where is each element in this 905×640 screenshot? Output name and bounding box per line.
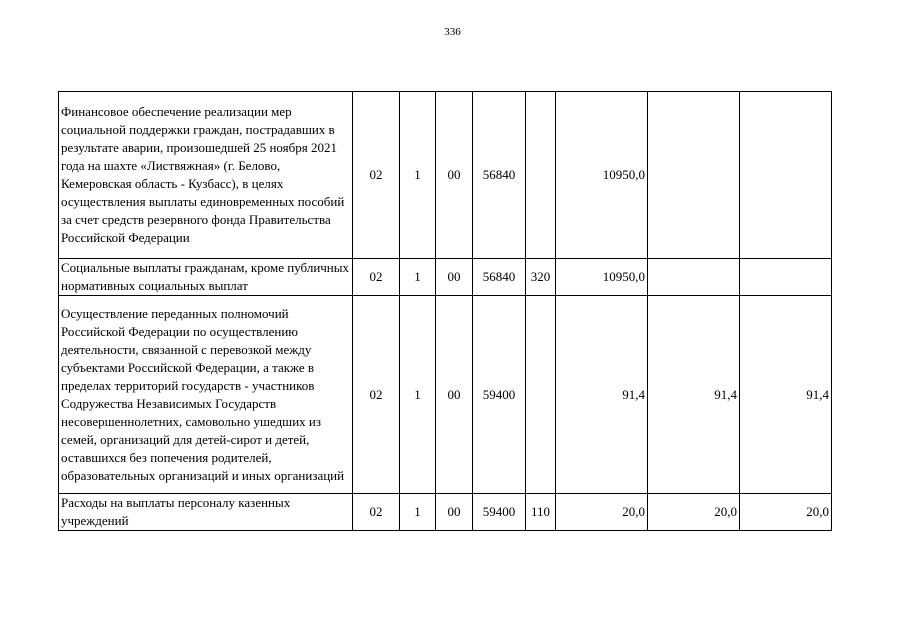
code-cell: 02 [353,494,400,531]
row-name: Осуществление переданных полномочий Российской Федерации по осуществлению деятельности, связанной с перевозкой между субъектами Российской Федерации, а также в пределах территорий государств - участников Содружества Независимых Государств несовершеннолетних, самовольно ушедших из семей, организаций для детей-сирот и детей, оставшихся без попечения родителей, образовательных организаций и иных организаций [59,296,353,494]
page-number: 336 [444,26,461,38]
expense-type-cell: 110 [526,494,556,531]
table-row [59,296,832,494]
table-row [59,259,832,296]
expense-type-cell [526,92,556,259]
code-cell: 1 [400,296,436,494]
code-cell: 1 [400,494,436,531]
amount-cell: 20,0 [648,494,740,531]
amount-cell: 20,0 [740,494,832,531]
code-cell: 00 [436,494,473,531]
amount-cell: 10950,0 [556,92,648,259]
row-name: Социальные выплаты гражданам, кроме публичных нормативных социальных выплат [59,259,353,296]
code-cell: 59400 [473,494,526,531]
code-cell: 02 [353,92,400,259]
expense-type-cell [526,296,556,494]
amount-cell: 10950,0 [556,259,648,296]
code-cell: 00 [436,296,473,494]
code-cell: 56840 [473,92,526,259]
amount-cell: 20,0 [556,494,648,531]
code-cell: 00 [436,92,473,259]
amount-cell [740,92,832,259]
amount-cell: 91,4 [740,296,832,494]
code-cell: 1 [400,259,436,296]
table-row [59,92,832,259]
amount-cell: 91,4 [556,296,648,494]
amount-cell [740,259,832,296]
code-cell: 56840 [473,259,526,296]
code-cell: 00 [436,259,473,296]
code-cell: 1 [400,92,436,259]
table-row [59,494,832,531]
code-cell: 59400 [473,296,526,494]
amount-cell: 91,4 [648,296,740,494]
budget-table [58,91,832,531]
amount-cell [648,259,740,296]
amount-cell [648,92,740,259]
expense-type-cell: 320 [526,259,556,296]
code-cell: 02 [353,259,400,296]
row-name: Финансовое обеспечение реализации мер социальной поддержки граждан, пострадавших в результате аварии, произошедшей 25 ноября 2021 года на шахте «Листвяжная» (г. Белово, Кемеровская область - Кузбасс), в целях осуществления выплаты единовременных пособий за счет средств резервного фонда Правительства Российской Федерации [59,92,353,259]
row-name: Расходы на выплаты персоналу казенных учреждений [59,494,353,531]
code-cell: 02 [353,296,400,494]
